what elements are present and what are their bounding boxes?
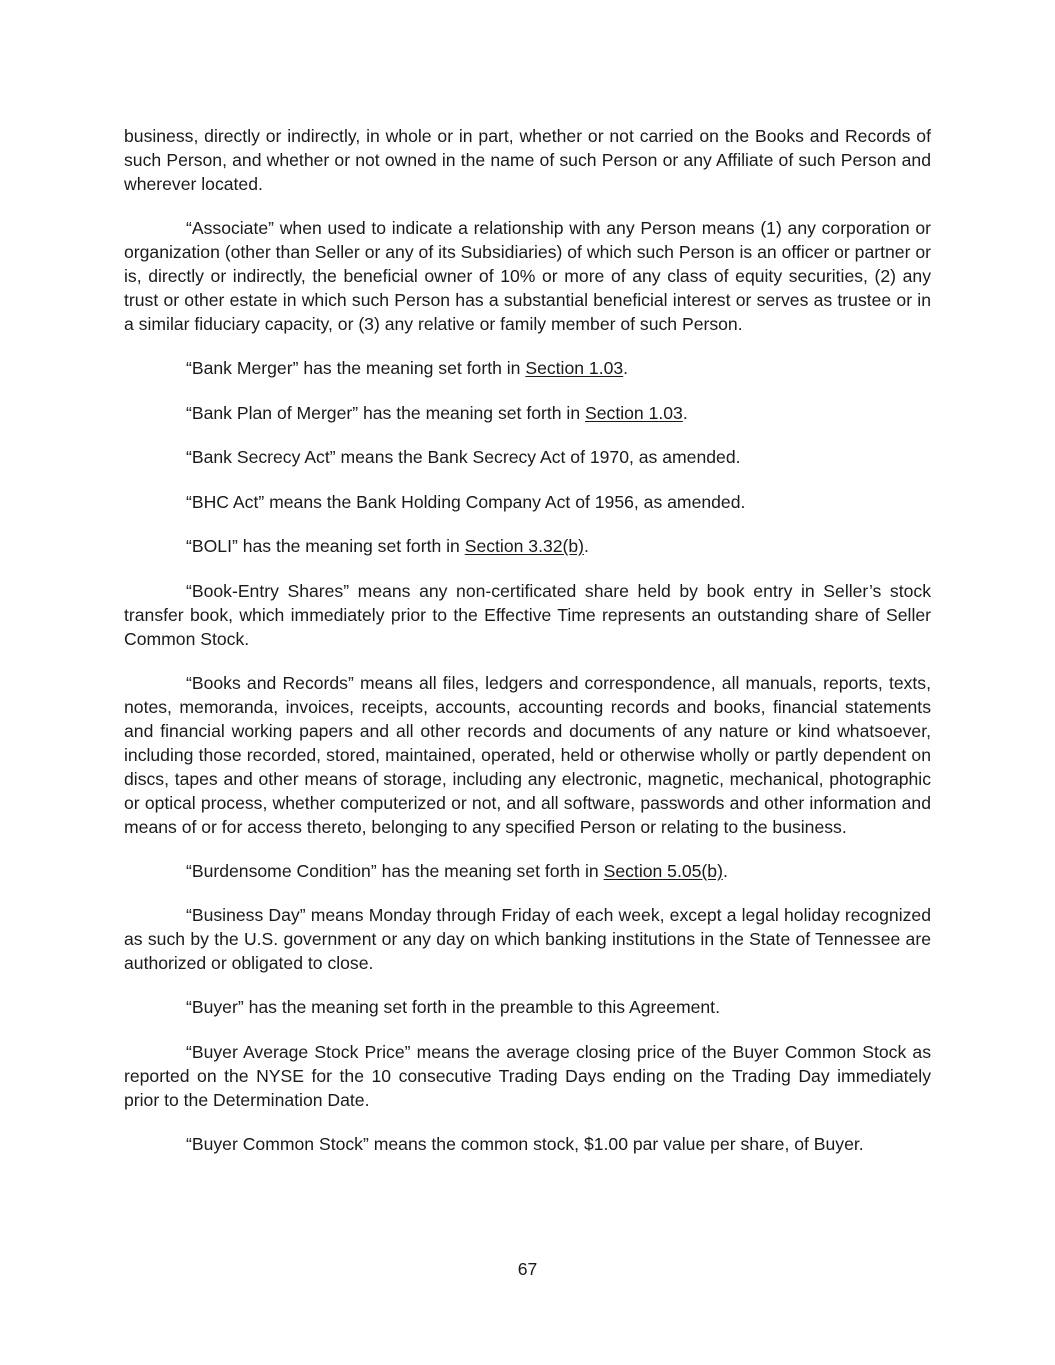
definition-books-and-records: “Books and Records” means all files, ledgers and correspondence, all manuals, reports, texts, notes, memoranda, invoices, receipts, accounts, accounting records and books, financial statements and financial working papers and all other records and documents of any nature or kind whatsoever, including those recorded, stored, maintained, operated, held or otherwise wholly or partly dependent on discs, tapes and other means of storage, including any electronic, magnetic, mechanical, photographic or optical process, whether computerized or not, and all software, passwords and other information and means of or for access thereto, belonging to any specified Person or relating to the business.: [124, 672, 931, 837]
document-body: [124, 124, 931, 1176]
definition-boli: [124, 534, 931, 558]
definition-text: “Bank Plan of Merger” has the meaning set forth in: [186, 402, 585, 423]
page-number: 67: [517, 1259, 538, 1279]
definition-bank-merger: [124, 356, 931, 380]
section-reference-link[interactable]: Section 1.03: [525, 358, 624, 378]
definition-associate: “Associate” when used to indicate a relationship with any Person means (1) any corporation or organization (other than Seller or any of its Subsidiaries) of which such Person is an officer or partner or is, directly or indirectly, the beneficial owner of 10% or more of any class of equity securities, (2) any trust or other estate in which such Person has a substantial beneficial interest or serves as trustee or in a similar fiduciary capacity, or (3) any relative or family member of such Person.: [124, 218, 931, 334]
paragraph-continued: business, directly or indirectly, in whole or in part, whether or not carried on the Books and Records of such Person, and whether or not owned in the name of such Person or any Affiliate of such Person and wherever located.: [124, 126, 931, 194]
definition-end: .: [623, 358, 629, 378]
definition-end: .: [584, 536, 589, 556]
section-reference-link[interactable]: Section 1.03: [585, 402, 683, 423]
definition-book-entry-shares: “Book-Entry Shares” means any non-certificated share held by book entry in Seller’s stock transfer book, which immediately prior to the Effective Time represents an outstanding share of Seller Common Stock.: [124, 580, 931, 649]
definition-text: “Bank Merger” has the meaning set forth in: [186, 358, 526, 378]
definition-burdensome-condition: [124, 859, 931, 883]
definition-buyer: “Buyer” has the meaning set forth in the preamble to this Agreement.: [186, 997, 720, 1017]
definition-bhc-act: “BHC Act” means the Bank Holding Company Act of 1956, as amended.: [186, 491, 746, 512]
section-reference-link[interactable]: Section 3.32(b): [464, 536, 585, 556]
definition-end: .: [682, 402, 688, 423]
definition-buyer-common-stock: “Buyer Common Stock” means the common stock, $1.00 par value per share, of Buyer.: [186, 1133, 864, 1154]
definition-bank-secrecy-act: “Bank Secrecy Act” means the Bank Secrecy Act of 1970, as amended.: [186, 447, 741, 467]
definition-text: “BOLI” has the meaning set forth in: [186, 536, 465, 556]
definition-end: .: [722, 860, 728, 881]
section-reference-link[interactable]: Section 5.05(b): [603, 860, 723, 881]
definition-text: “Burdensome Condition” has the meaning set forth in: [186, 860, 604, 881]
definition-bank-plan-of-merger: [124, 401, 931, 425]
definition-buyer-average-stock-price: “Buyer Average Stock Price” means the average closing price of the Buyer Common Stock as reported on the NYSE for the 10 consecutive Trading Days ending on the Trading Day immediately prior to the Determination Date.: [124, 1041, 931, 1110]
definition-business-day: “Business Day” means Monday through Friday of each week, except a legal holiday recognized as such by the U.S. government or any day on which banking institutions in the State of Tennessee are authorized or obligated to close.: [124, 905, 931, 973]
